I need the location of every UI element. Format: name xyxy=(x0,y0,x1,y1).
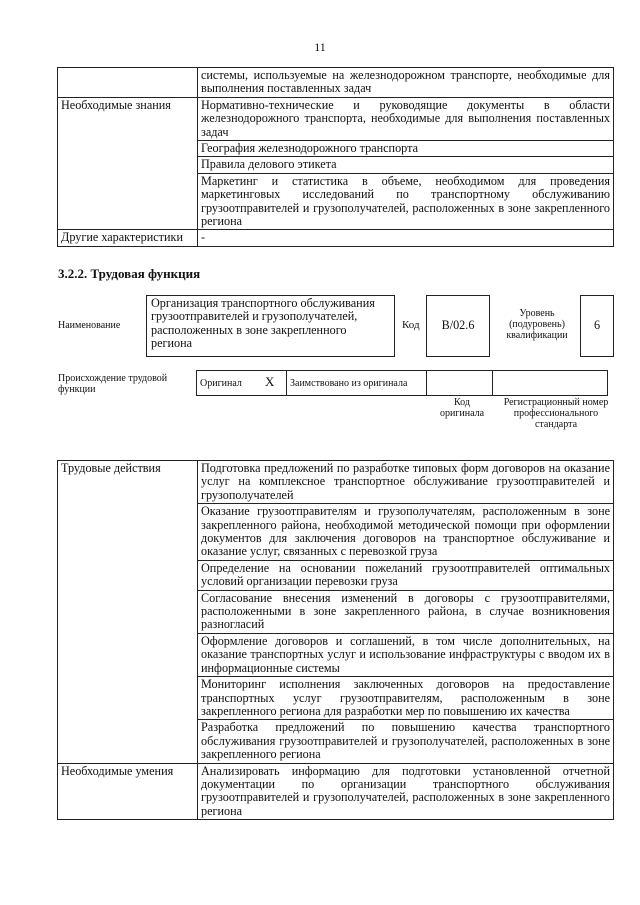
original-code-caption: Код оригинала xyxy=(439,397,485,419)
code-label: Код xyxy=(402,319,420,331)
table-row xyxy=(58,763,614,820)
table-row xyxy=(58,97,614,140)
row-label: Необходимые знания xyxy=(58,97,198,230)
row-description: География железнодорожного транспорта xyxy=(198,141,614,157)
origin-label: Происхождение трудовой функции xyxy=(58,373,168,395)
original-code-cell xyxy=(427,371,493,396)
row-label: Другие характеристики xyxy=(58,230,198,246)
registration-number-cell xyxy=(493,371,608,396)
row-description: Маркетинг и статистика в объеме, необходимом для проведения маркетинговых исследований по транспортному обслуживанию грузоотправителей и грузополучателей, расположенных в зоне закрепленного региона xyxy=(198,173,614,230)
row-description: Оказание грузоотправителям и грузополучателям, расположенным в зоне закрепленного района, необходимой методической помощи при оформлении документов для заключения договоров на транспортное обслуживание и оказание услуг, связанных с перевозкой груза xyxy=(198,504,614,561)
borrowed-cell: Заимствовано из оригинала xyxy=(287,371,427,396)
row-label: Необходимые умения xyxy=(58,763,198,820)
row-description: Анализировать информацию для подготовки установленной отчетной документации по организации транспортного обслуживания грузоотправителей и грузополучателей, расположенных в зоне закрепленного региона xyxy=(198,763,614,820)
row-description: Оформление договоров и соглашений, в том числе дополнительных, на оказание транспортных услуг и использование инфраструктуры с вводом их в информационные системы xyxy=(198,633,614,676)
table-row xyxy=(58,68,614,98)
row-description: Определение на основании пожеланий грузоотправителей оптимальных условий организации перевозки груза xyxy=(198,560,614,590)
table-row xyxy=(58,230,614,246)
knowledge-table xyxy=(57,67,614,247)
qualification-level-box: 6 xyxy=(580,295,614,357)
knowledge-table-body xyxy=(58,68,614,247)
original-mark: X xyxy=(265,374,275,389)
row-label xyxy=(58,68,198,98)
original-cell xyxy=(197,371,287,396)
section-title: 3.2.2. Трудовая функция xyxy=(58,266,201,281)
labor-actions-table-body xyxy=(58,461,614,820)
name-label: Наименование xyxy=(58,320,121,331)
row-description: системы, используемые на железнодорожном транспорте, необходимые для выполнения поставленных задач xyxy=(198,68,614,98)
function-name-box: Организация транспортного обслуживания грузоотправителей и грузополучателей, расположенных в зоне закрепленного региона xyxy=(146,295,395,357)
row-description: Мониторинг исполнения заключенных договоров на предоставление транспортных услуг грузоотправителям, расположенным в зоне закрепленного региона для разработки мер по повышению их качества xyxy=(198,677,614,720)
registration-number-caption: Регистрационный номер профессионального стандарта xyxy=(503,397,609,430)
row-description: Подготовка предложений по разработке типовых форм договоров на оказание услуг на комплексное транспортное обслуживание грузоотправителей и грузополучателей xyxy=(198,461,614,504)
function-code-box: В/02.6 xyxy=(426,295,490,357)
page-number: 11 xyxy=(314,40,326,54)
row-description: Правила делового этикета xyxy=(198,157,614,173)
labor-actions-table xyxy=(57,460,614,820)
row-description: Нормативно-технические и руководящие документы в области железнодорожного транспорта, необходимые для выполнения поставленных задач xyxy=(198,97,614,140)
table-row xyxy=(58,461,614,504)
origin-table xyxy=(196,370,608,396)
row-description: - xyxy=(198,230,614,246)
row-description: Согласование внесения изменений в договоры с грузоотправителями, расположенными в зоне закрепленного района, в случае возникновения разногласий xyxy=(198,590,614,633)
row-description: Разработка предложений по повышению качества транспортного обслуживания грузоотправителей и грузополучателей, расположенных в зоне закрепленного региона xyxy=(198,720,614,763)
original-label: Оригинал xyxy=(200,377,242,389)
row-label: Трудовые действия xyxy=(58,461,198,764)
level-label: Уровень (подуровень) квалификации xyxy=(506,308,568,341)
